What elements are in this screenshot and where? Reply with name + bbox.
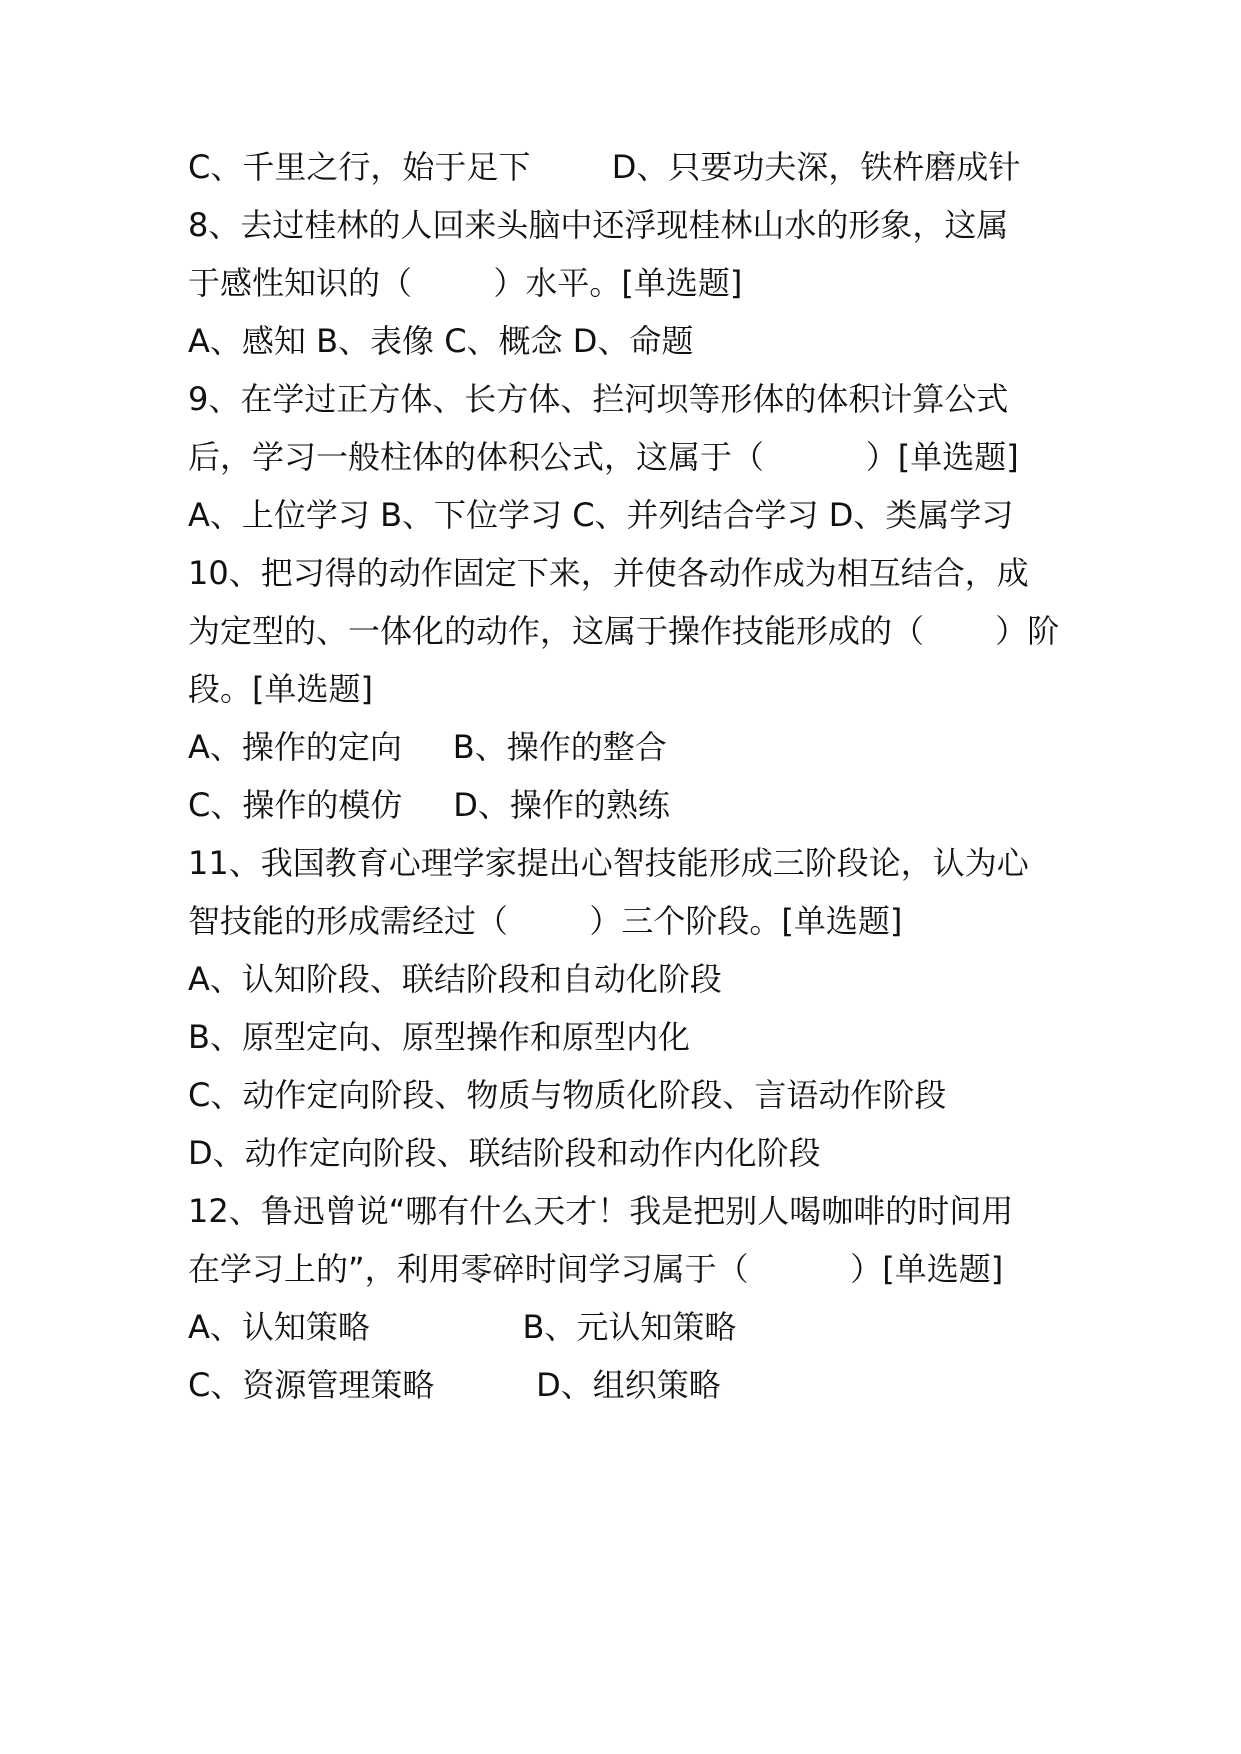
question-10-line-2: 为定型的、一体化的动作，这属于操作技能形成的（ ）阶 <box>188 612 1060 650</box>
option-q11-a: A、认知阶段、联结阶段和自动化阶段 <box>188 960 722 998</box>
question-10-line-1: 10、把习得的动作固定下来，并使各动作成为相互结合，成 <box>188 554 1029 592</box>
question-8-line-1: 8、去过桂林的人回来头脑中还浮现桂林山水的形象，这属 <box>188 206 1009 244</box>
option-line-q7-cd: C、千里之行，始于足下 D、只要功夫深，铁杵磨成针 <box>188 148 1021 186</box>
question-11-line-2: 智技能的形成需经过（ ）三个阶段。[单选题] <box>188 902 903 940</box>
question-9-line-1: 9、在学过正方体、长方体、拦河坝等形体的体积计算公式 <box>188 380 1009 418</box>
options-q10-ab: A、操作的定向 B、操作的整合 <box>188 728 667 766</box>
option-q11-d: D、动作定向阶段、联结阶段和动作内化阶段 <box>188 1134 821 1172</box>
question-12-line-2: 在学习上的”，利用零碎时间学习属于（ ）[单选题] <box>188 1250 1004 1288</box>
options-q10-cd: C、操作的模仿 D、操作的熟练 <box>188 786 670 824</box>
question-11-line-1: 11、我国教育心理学家提出心智技能形成三阶段论，认为心 <box>188 844 1029 882</box>
option-q11-b: B、原型定向、原型操作和原型内化 <box>188 1018 690 1056</box>
question-9-line-2: 后，学习一般柱体的体积公式，这属于（ ）[单选题] <box>188 438 1019 476</box>
question-12-line-1: 12、鲁迅曾说“哪有什么天才！我是把别人喝咖啡的时间用 <box>188 1192 1014 1230</box>
options-q12-cd: C、资源管理策略 D、组织策略 <box>188 1366 721 1404</box>
question-10-line-3: 段。[单选题] <box>188 670 373 708</box>
options-q12-ab: A、认知策略 B、元认知策略 <box>188 1308 737 1346</box>
option-q11-c: C、动作定向阶段、物质与物质化阶段、言语动作阶段 <box>188 1076 947 1114</box>
options-q9: A、上位学习 B、下位学习 C、并列结合学习 D、类属学习 <box>188 496 1014 534</box>
question-8-line-2: 于感性知识的（ ）水平。[单选题] <box>188 264 743 302</box>
options-q8: A、感知 B、表像 C、概念 D、命题 <box>188 322 694 360</box>
